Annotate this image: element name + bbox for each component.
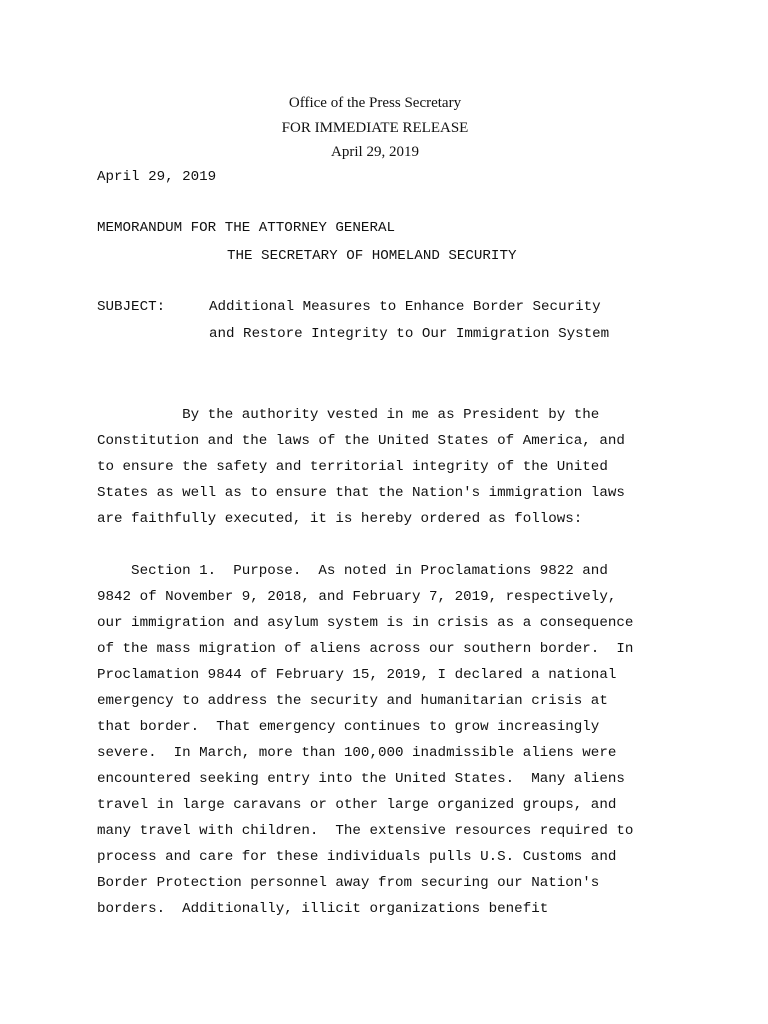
release-notice: FOR IMMEDIATE RELEASE bbox=[281, 119, 469, 136]
body-paragraph-authority bbox=[97, 402, 625, 532]
text-line: are faithfully executed, it is hereby ordered as follows: bbox=[97, 511, 583, 527]
subject-label: SUBJECT: bbox=[97, 299, 166, 315]
subject-text-line-1: Additional Measures to Enhance Border Security bbox=[209, 299, 601, 315]
text-line: to ensure the safety and territorial integrity of the United bbox=[97, 459, 608, 475]
text-line: 9842 of November 9, 2018, and February 7, 2019, respectively, bbox=[97, 589, 617, 605]
text-line: severe. In March, more than 100,000 inadmissible aliens were bbox=[97, 745, 617, 761]
text-line: emergency to address the security and humanitarian crisis at bbox=[97, 693, 608, 709]
text-line: encountered seeking entry into the United States. Many aliens bbox=[97, 771, 625, 787]
text-line: Section 1. Purpose. As noted in Proclamations 9822 and bbox=[97, 563, 608, 579]
text-line: Proclamation 9844 of February 15, 2019, I declared a national bbox=[97, 667, 617, 683]
text-line: By the authority vested in me as President by the bbox=[97, 407, 600, 423]
subject-text-line-2: and Restore Integrity to Our Immigration System bbox=[209, 326, 610, 342]
text-line: that border. That emergency continues to grow increasingly bbox=[97, 719, 600, 735]
memo-date: April 29, 2019 bbox=[97, 169, 217, 185]
release-header bbox=[0, 91, 750, 165]
text-line: Border Protection personnel away from securing our Nation's bbox=[97, 875, 600, 891]
memo-recipient-2: THE SECRETARY OF HOMELAND SECURITY bbox=[227, 248, 517, 264]
text-line: many travel with children. The extensive resources required to bbox=[97, 823, 634, 839]
office-title: Office of the Press Secretary bbox=[288, 95, 462, 111]
text-line: borders. Additionally, illicit organizations benefit bbox=[97, 901, 549, 917]
text-line: of the mass migration of aliens across our southern border. In bbox=[97, 641, 634, 657]
text-line: process and care for these individuals pulls U.S. Customs and bbox=[97, 849, 617, 865]
text-line: States as well as to ensure that the Nation's immigration laws bbox=[97, 485, 625, 501]
text-line: travel in large caravans or other large organized groups, and bbox=[97, 797, 617, 813]
text-line: Constitution and the laws of the United States of America, and bbox=[97, 433, 625, 449]
body-paragraph-section-1 bbox=[97, 558, 633, 922]
memo-recipient-1: MEMORANDUM FOR THE ATTORNEY GENERAL bbox=[97, 220, 395, 236]
release-date: April 29, 2019 bbox=[331, 144, 419, 160]
text-line: our immigration and asylum system is in crisis as a consequence bbox=[97, 615, 634, 631]
